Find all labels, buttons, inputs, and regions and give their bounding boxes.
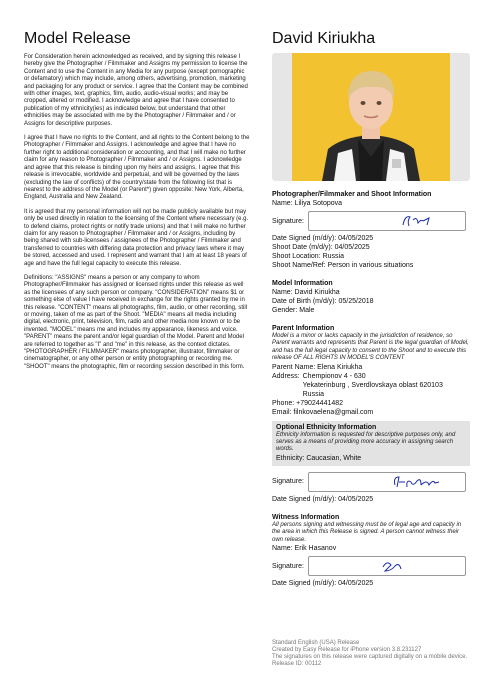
model-name: Name: David Kiriukha	[272, 289, 340, 296]
parent-email: Email: filnkovaelena@gmail.com	[272, 408, 374, 416]
witness-heading: Witness Information	[272, 513, 340, 521]
signature-label: Signature:	[272, 217, 304, 225]
footer-release-id: Release ID: 00112	[272, 661, 322, 667]
release-text-column	[24, 30, 250, 378]
model-dob: Date of Birth (m/d/y): 05/25/2018	[272, 298, 374, 305]
photographer-date-signed: Date Signed (m/d/y): 04/05/2025	[272, 235, 374, 242]
document-title: Model Release	[24, 30, 131, 47]
witness-signature-row	[272, 556, 470, 576]
release-paragraph-4: Definitions: "ASSIGNS" means a person or any company to whom Photographer/Filmmaker has assigned or licensed rights under this release as well as the licensees of any such person or company. "CONSIDERATION" means $1 or something else of value I have received in exchange for the rights granted by me in this release. "CONTENT" means all photographs, film, audio, or other recording, still or moving, taken of me as part of the Shoot. "MEDIA" means all media including digital, electronic, print, television, film, radio and other media now known or to be invented. "MODEL" means me and includes my appearance, likeness and voice. "PARENT" means the parent and/or legal guardian of the Model. Parent and Model are referred to together as "I" and "me" in this release, as the context dictates. "PHOTOGRAPHER / FILMMAKER" means photographer, illustrator, filmmaker or cinematographer, or any other person or entity photographing or recording me. "SHOOT" means the photographic, film or recording session described in this form.	[24, 274, 248, 370]
child-portrait-illustration	[292, 53, 450, 181]
release-paragraph-3: It is agreed that my personal information will not be made publicly available but may only be used directly in relation to the licensing of the Content where necessary (e.g. to defend claims, protect rights or notify trade unions) and that I will make no further claim for any reason to Photographer / Filmmaker and / or Assigns, including by being shared with sub-licensees / assignees of the Photographer / Filmmaker and transferred to countries with differing data protection and privacy laws where it may be stored, accessed and used. I represent and warrant that I am at least 18 years of age and have the full legal capacity to execute this release.	[24, 208, 249, 267]
info-column	[272, 30, 470, 588]
parent-info-heading: Parent Information	[272, 325, 335, 332]
parent-phone: Phone: +79024441482	[272, 399, 344, 407]
photographer-signature-box[interactable]	[308, 211, 466, 231]
address-line: Russia	[302, 390, 325, 398]
address-line: Chempionov 4 - 630	[302, 372, 366, 380]
address-label: Address:	[272, 372, 300, 380]
release-paragraph-1: For Consideration herein acknowledged as received, and by signing this release I hereby give the Photographer / Filmmaker and Assigns my permission to license the Content and to use the Content in any Media for any purpose (except pornographic or defamatory) which may include, among others, advertising, promotion, marketing and packaging for any product or service. I agree that the Content may be combined with other images, text, graphics, film, audio, audio-visual works; and may be cropped, altered or modified. I acknowledge and agree that I have consented to publication of my ethnicity(ies) as indicated below, but understand that other ethnicities may be associated with me by the Photographer / Filmmaker and / or Assigns for descriptive purposes.	[24, 54, 248, 127]
ethnicity-panel	[272, 421, 470, 466]
model-info-heading: Model Information	[272, 280, 333, 287]
witness-signature	[309, 557, 465, 575]
photographer-signature-row	[272, 211, 470, 231]
parent-address	[272, 372, 470, 399]
parent-name: Parent Name: Elena Kiriukha	[272, 363, 363, 371]
photographer-signature	[309, 212, 465, 230]
witness-note: All persons signing and witnessing must be of legal age and capacity in the area in which this Release is signed. A person cannot witness their own release.	[272, 521, 462, 543]
footer-capture-note: The signatures on this release were captured digitally on a mobile device.	[272, 654, 468, 660]
parent-signature-box[interactable]	[308, 472, 466, 492]
address-lines	[303, 372, 443, 399]
shoot-name: Shoot Name/Ref: Person in various situations	[272, 262, 414, 269]
model-name-heading: David Kiriukha	[272, 30, 376, 47]
release-footer	[272, 640, 470, 668]
parent-signature	[309, 473, 465, 491]
model-photo	[292, 53, 450, 181]
footer-created-by: Created by Easy Release for iPhone version 3.8.231127	[272, 647, 422, 653]
witness-date-signed: Date Signed (m/d/y): 04/05/2025	[272, 580, 374, 588]
witness-signature-box[interactable]	[308, 556, 466, 576]
model-gender: Gender: Male	[272, 307, 315, 314]
shoot-date: Shoot Date (m/d/y): 04/05/2025	[272, 244, 370, 251]
signature-label: Signature:	[272, 562, 304, 570]
parent-signature-row	[272, 472, 470, 492]
photographer-name: Name: Liliya Sotopova	[272, 200, 343, 207]
parent-date-signed: Date Signed (m/d/y): 04/05/2025	[272, 495, 374, 503]
photographer-heading: Photographer/Filmmaker and Shoot Information	[272, 191, 432, 198]
address-line: Yekaterinburg , Sverdlovskaya oblast 620103	[302, 381, 443, 389]
ethnicity-value: Ethnicity: Caucasian, White	[276, 454, 362, 462]
ethnicity-note: Ethnicity information is requested for descriptive purposes only, and serves as a means of providing more accuracy in assigning search words.	[276, 431, 456, 453]
ethnicity-heading: Optional Ethnicity Information	[276, 423, 377, 431]
footer-release-type: Standard English (USA) Release	[272, 640, 360, 646]
release-paragraph-2: I agree that I have no rights to the Content, and all rights to the Content belong to the Photographer / Filmmaker and Assigns. I acknowledge and agree that I have no further right to additional consideration or accounting, and that I will make no further claim for any reason to Photographer / Filmmaker and / or Assigns. I acknowledge and agree that this release is binding upon my heirs and assigns. I agree that this release is irrevocable, worldwide and perpetual, and will be governed by the laws (excluding the law of conflicts) of the country/state from the following list that is nearest to the address of the Model (or Parent*) given opposite: New York, Alberta, England, Australia and New Zealand.	[24, 135, 250, 201]
parent-note: Model is a minor or lacks capacity in the jurisdiction of residence, so Parent warrants and represents that Parent is the legal guardian of Model, and has the full legal capacity to consent to the Shoot and to execute this release OF ALL RIGHTS IN MODEL'S CONTENT	[272, 333, 469, 362]
signature-label: Signature:	[272, 478, 304, 486]
witness-name: Name: Erik Hasanov	[272, 545, 337, 553]
shoot-location: Shoot Location: Russia	[272, 253, 344, 260]
model-photo-frame	[272, 53, 470, 181]
